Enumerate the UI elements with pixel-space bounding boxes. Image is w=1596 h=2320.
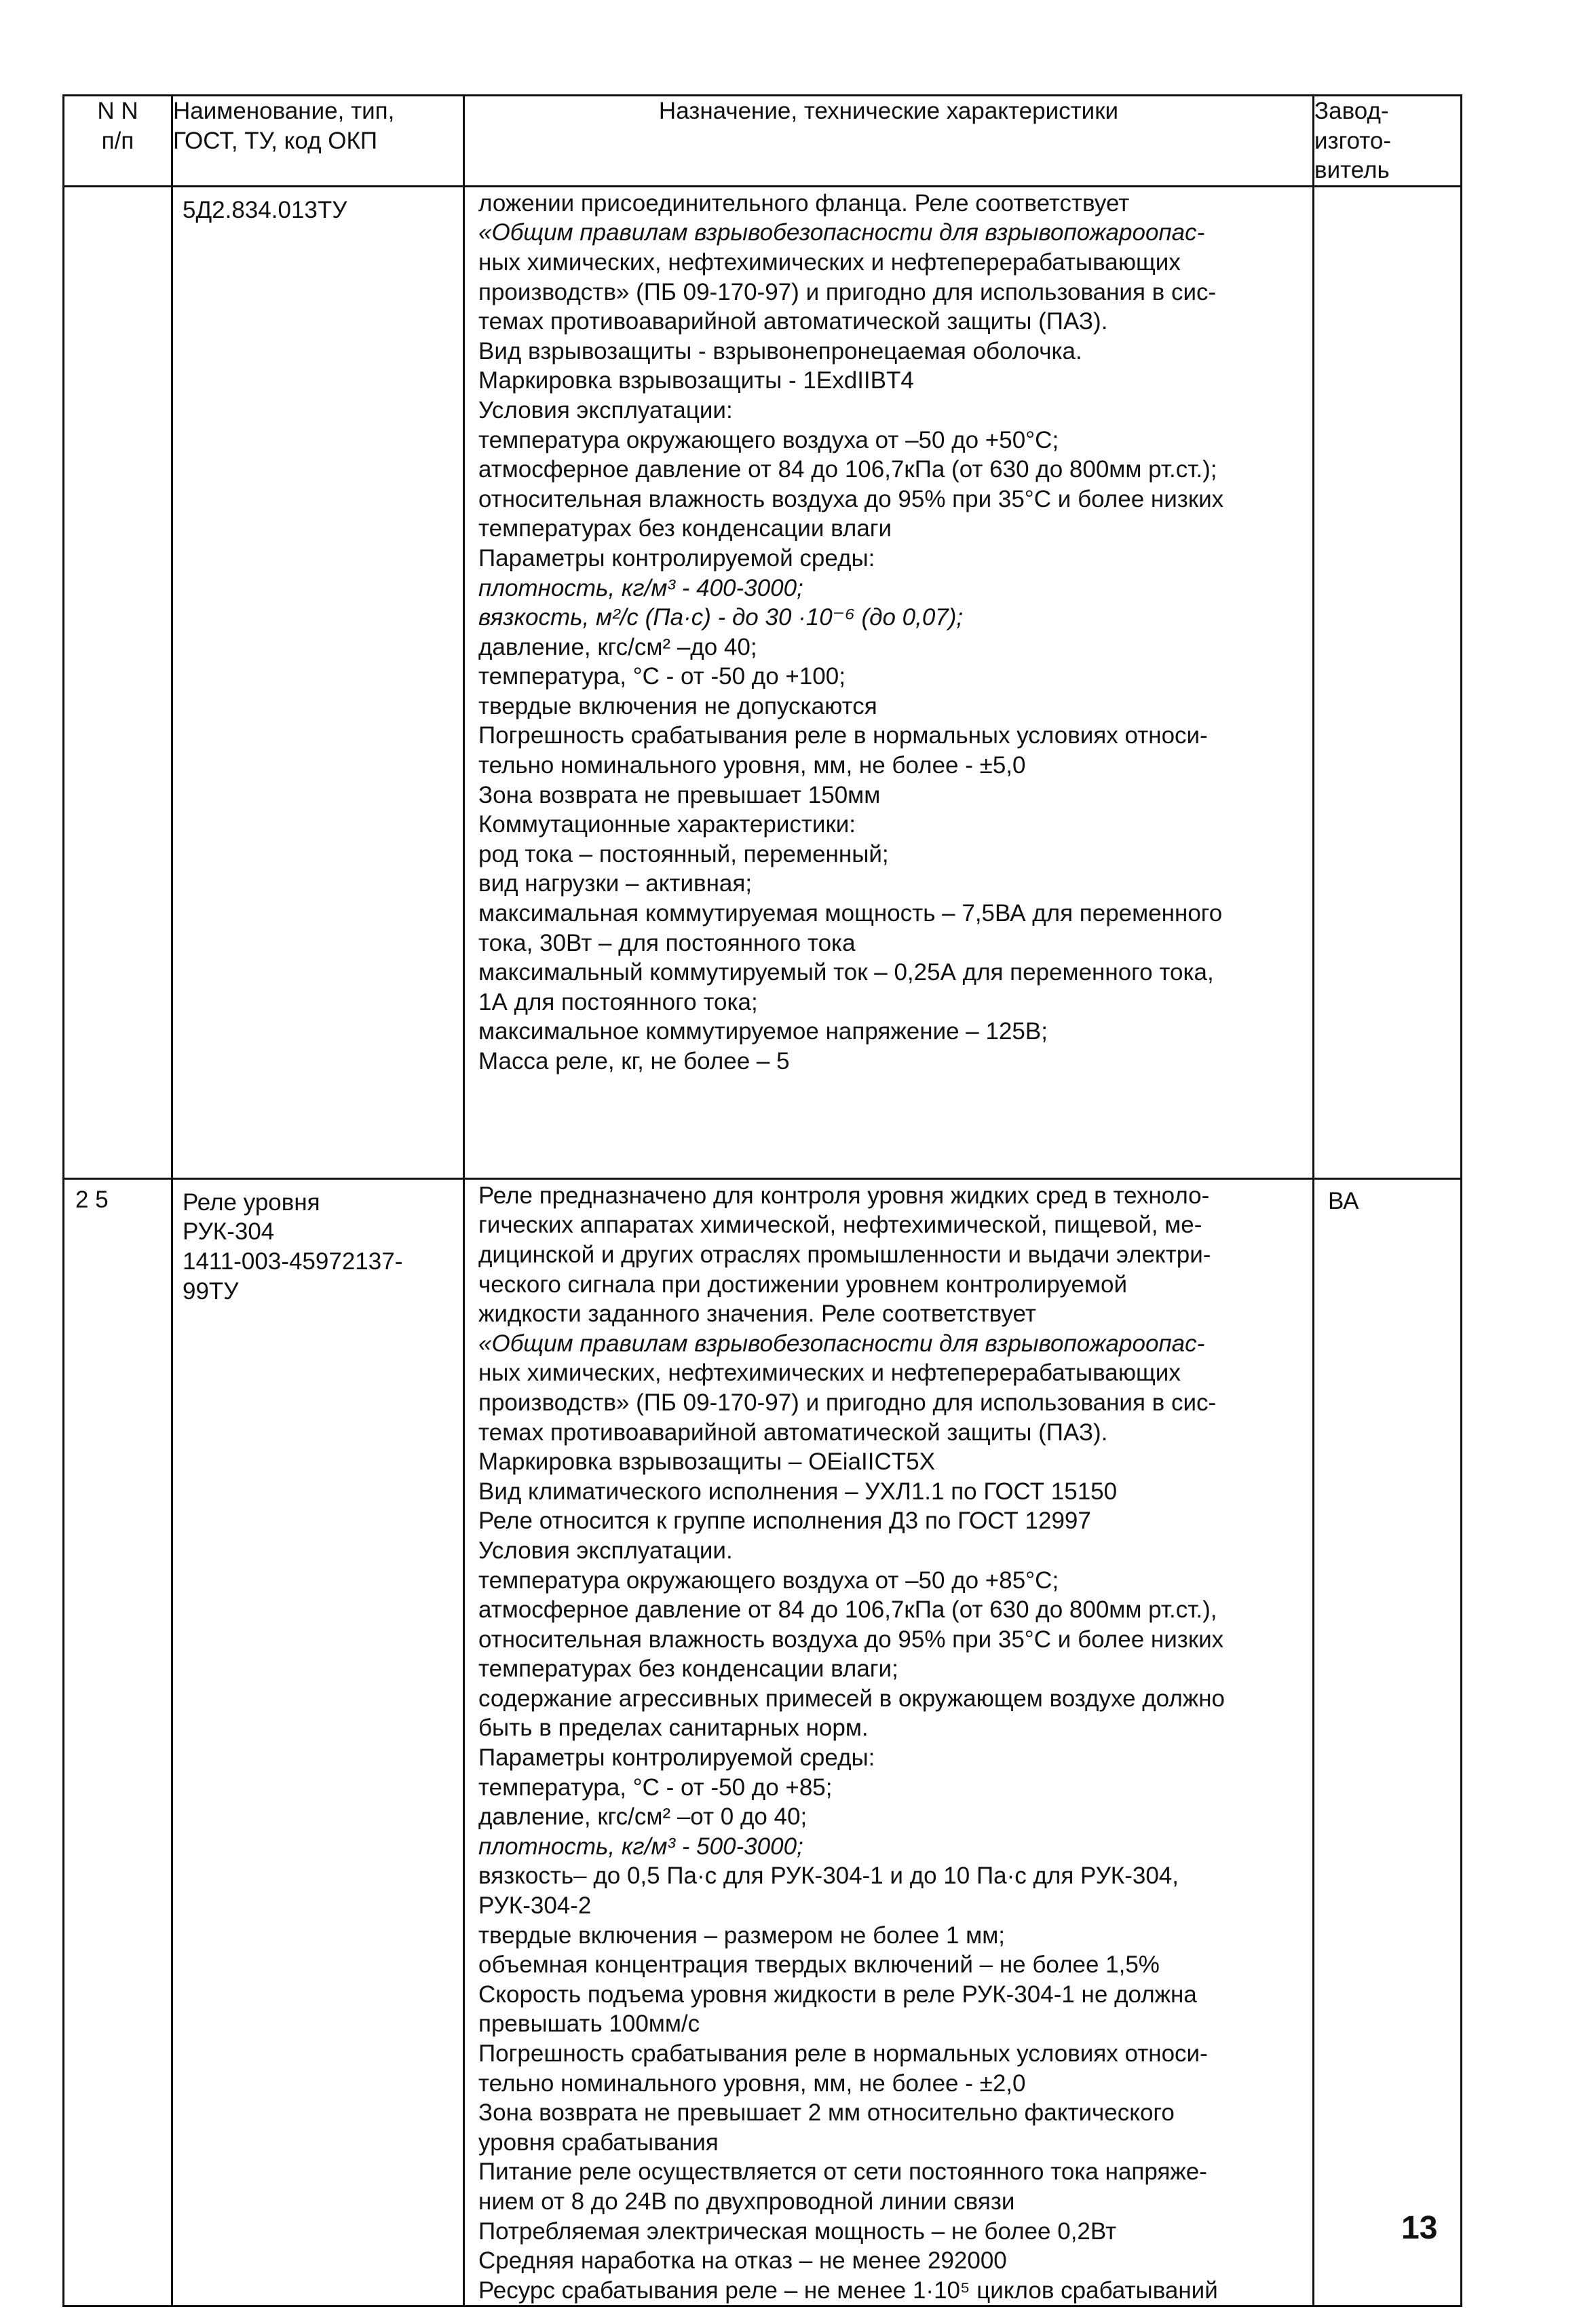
description-line: давление, кгс/см² –от 0 до 40; [478,1803,808,1831]
description-line: Зона возврата не превышает 150мм [478,781,881,808]
header-name: Наименование, тип, ГОСТ, ТУ, код ОКП [172,96,464,187]
description-line: уровня срабатывания [478,2129,719,2156]
table-row-continued [64,186,1462,1178]
description-line: Условия эксплуатации. [478,1537,733,1564]
description-line: Маркировка взрывозащиты - 1ExdIIBT4 [478,367,914,394]
description-line: Вид климатического исполнения – УХЛ1.1 по ГОСТ 15150 [478,1478,1118,1505]
row-25-description [464,1178,1314,2306]
description-line: РУК-304-2 [478,1892,592,1920]
description-line: твердые включения – размером не более 1 мм; [478,1922,1005,1949]
table-header-row [64,96,1462,187]
row-25-number: 2 5 [64,1178,172,2306]
description-line: производств» (ПБ 09-170-97) и пригодно для использования в сис- [478,278,1217,305]
row-prev-manufacturer [1314,186,1462,1178]
description-line: вязкость– до 0,5 Па·с для РУК-304-1 и до 10 Па·с для РУК-304, [478,1863,1179,1890]
description-line: ных химических, нефтехимических и нефтеперерабатывающих [478,1360,1181,1387]
description-line: Ресурс срабатывания реле – не менее 1·10⁵ циклов срабатываний [478,2277,1218,2304]
description-line: род тока – постоянный, переменный; [478,840,889,867]
description-line: «Общим правилам взрывобезопасности для взрывопожароопас- [478,219,1205,246]
description-line: ных химических, нефтехимических и нефтеперерабатывающих [478,248,1181,276]
description-line: нием от 8 до 24В по двухпроводной линии связи [478,2188,1015,2215]
description-lines [478,189,1306,1077]
description-line: Реле предназначено для контроля уровня жидких сред в техноло- [478,1182,1210,1209]
description-line: температурах без конденсации влаги [478,515,892,542]
description-line: Реле относится к группе исполнения Д3 по ГОСТ 12997 [478,1508,1091,1535]
description-line: относительная влажность воздуха до 95% при 35°С и более низких [478,1626,1224,1653]
description-line: плотность, кг/м³ - 500-3000; [478,1833,803,1860]
description-line: Погрешность срабатывания реле в нормальных условиях относи- [478,2040,1208,2067]
description-line: максимальный коммутируемый ток – 0,25А для переменного тока, [478,959,1214,986]
row-prev-number [64,186,172,1178]
description-line: объемная концентрация твердых включений – не более 1,5% [478,1951,1160,1979]
description-line: Зона возврата не превышает 2 мм относительно фактического [478,2099,1175,2127]
description-line: Маркировка взрывозащиты – OEiaIICT5X [478,1448,935,1476]
description-line: максимальная коммутируемая мощность – 7,5ВА для переменного [478,900,1223,927]
row-prev-description [464,186,1314,1178]
description-line: твердые включения не допускаются [478,692,877,719]
description-line: температура, °С - от -50 до +85; [478,1774,833,1801]
header-number: N N п/п [64,96,172,187]
header-manufacturer: Завод- изгото- витель [1314,96,1462,187]
description-line: дицинской и других отраслях промышленности и выдачи электри- [478,1241,1211,1268]
description-line: Масса реле, кг, не более – 5 [478,1048,790,1074]
description-line: Скорость подъема уровня жидкости в реле РУК-304-1 не должна [478,1981,1197,2008]
description-line: темах противоаварийной автоматической защиты (ПАЗ). [478,308,1108,335]
description-line: тельно номинального уровня, мм, не более - ±2,0 [478,2070,1026,2097]
description-lines [478,1181,1306,2306]
description-line: ческого сигнала при достижении уровнем контролируемой [478,1271,1128,1298]
description-line: атмосферное давление от 84 до 106,7кПа (от 630 до 800мм рт.ст.); [478,456,1217,483]
row-25-name: Реле уровня РУК-304 1411-003-45972137- 99ТУ [172,1178,464,2306]
description-line: тока, 30Вт – для постоянного тока [478,929,856,956]
description-line: производств» (ПБ 09-170-97) и пригодно для использования в сис- [478,1389,1217,1416]
row-25-manufacturer: ВА [1314,1178,1462,2306]
description-line: Вид взрывозащиты - взрывонепронецаемая оболочка. [478,337,1082,364]
description-line: жидкости заданного значения. Реле соответствует [478,1301,1036,1328]
description-line: вид нагрузки – активная; [478,870,753,897]
description-line: быть в пределах санитарных норм. [478,1715,869,1742]
description-line: темах противоаварийной автоматической защиты (ПАЗ). [478,1419,1108,1446]
description-line: «Общим правилам взрывобезопасности для взрывопожароопас- [478,1330,1205,1357]
description-line: ложении присоединительного фланца. Реле соответствует [478,189,1130,217]
description-line: температура окружающего воздуха от –50 до +50°С; [478,426,1059,453]
page-number: 13 [1401,2210,1438,2246]
description-line: Потребляемая электрическая мощность – не более 0,2Вт [478,2218,1117,2245]
description-line: вязкость, м²/с (Па·с) - до 30 ·10⁻⁶ (до 0,07); [478,604,964,631]
description-line: давление, кгс/см² –до 40; [478,633,757,660]
description-line: тельно номинального уровня, мм, не более - ±5,0 [478,752,1026,779]
header-description: Назначение, технические характеристики [464,96,1314,187]
description-line: Погрешность срабатывания реле в нормальных условиях относи- [478,722,1208,749]
description-line: Параметры контролируемой среды: [478,1744,875,1772]
table-row-25 [64,1178,1462,2306]
description-line: 1А для постоянного тока; [478,988,758,1015]
description-line: гических аппаратах химической, нефтехимической, пищевой, ме- [478,1212,1202,1239]
description-line: температура, °С - от -50 до +100; [478,663,846,690]
description-line: плотность, кг/м³ - 400-3000; [478,574,803,601]
description-line: Условия эксплуатации: [478,396,733,424]
description-line: температура окружающего воздуха от –50 до +85°С; [478,1567,1059,1594]
description-line: превышать 100мм/с [478,2010,700,2038]
description-line: температурах без конденсации влаги; [478,1655,898,1683]
row-prev-name: 5Д2.834.013ТУ [172,186,464,1178]
description-line: Питание реле осуществляется от сети постоянного тока напряже- [478,2158,1207,2186]
description-line: относительная влажность воздуха до 95% при 35°С и более низких [478,485,1224,512]
description-line: атмосферное давление от 84 до 106,7кПа (от 630 до 800мм рт.ст.), [478,1596,1217,1624]
description-line: Коммутационные характеристики: [478,811,856,838]
description-line: содержание агрессивных примесей в окружающем воздухе должно [478,1685,1226,1712]
description-line: максимальное коммутируемое напряжение – 125В; [478,1018,1048,1045]
description-line: Параметры контролируемой среды: [478,544,875,572]
description-line: Средняя наработка на отказ – не менее 292000 [478,2247,1007,2275]
specification-table [62,94,1462,2307]
